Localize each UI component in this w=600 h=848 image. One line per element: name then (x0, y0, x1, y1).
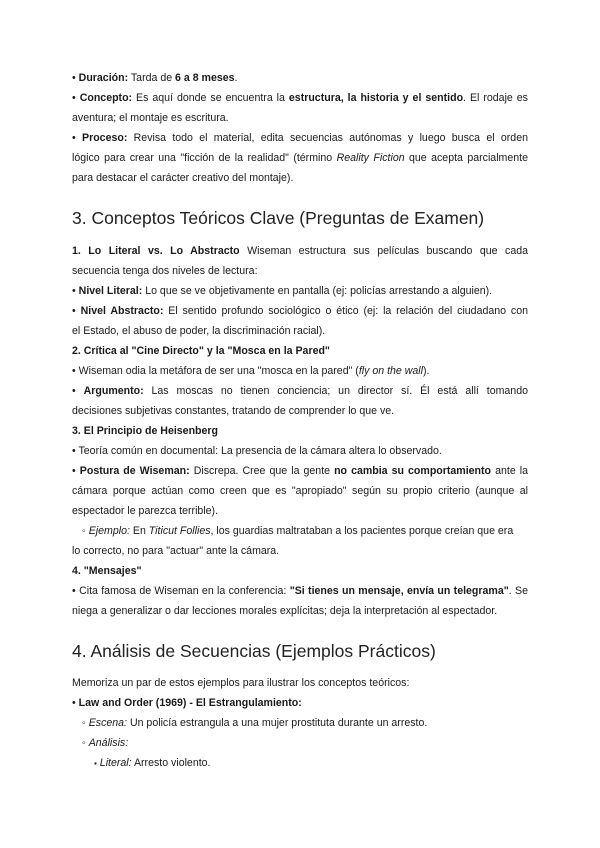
argumento-text: Las moscas no tienen conciencia; un director sí. Él está allí tomando (143, 385, 528, 397)
duracion-item (72, 68, 528, 88)
q3-title-text: 3. El Principio de Heisenberg (72, 425, 219, 437)
bullet: • (72, 72, 76, 84)
q1-text: Wiseman estructura sus películas buscando que cada (239, 245, 528, 257)
sub-bullet: ◦ (82, 525, 86, 537)
bullet: • (72, 92, 76, 104)
proceso-l2-text: lógico para crear una "ficción de la realidad" (término (72, 152, 337, 164)
postura-end: ante la (491, 465, 529, 477)
sub-bullet: ◦ (82, 737, 86, 749)
analisis-item (82, 733, 528, 753)
bullet: • (72, 697, 76, 709)
bullet: • (72, 385, 76, 397)
ejemplo-line-2: lo correcto, no para "actuar" ante la cámara. (72, 545, 280, 557)
q4-line-2: niega a generalizar o dar lecciones morales explícitas; deja la interpretación al espectador. (72, 605, 498, 617)
argumento-item (72, 381, 528, 401)
q4-bullet-1 (72, 581, 528, 601)
argumento-line-2: decisiones subjetivas constantes, tratando de comprender lo que ve. (72, 405, 395, 417)
q1-title: 1. Lo Literal vs. Lo Abstracto (72, 245, 240, 257)
section-4-intro: Memoriza un par de estos ejemplos para ilustrar los conceptos teóricos: (72, 677, 410, 689)
proceso-label: Proceso: (82, 132, 128, 144)
postura-emphasis: no cambia su comportamiento (334, 465, 492, 477)
law-and-order-item (72, 693, 528, 713)
titicut-follies-title: Titicut Follies (148, 525, 211, 537)
q3-bullet-1 (72, 441, 528, 461)
law-and-order-title: Law and Order (1969) - El Estrangulamiento: (78, 697, 302, 709)
literal-label: Literal: (99, 757, 132, 769)
bullet: • (72, 365, 76, 377)
duracion-end: . (234, 72, 238, 84)
postura-line-3: espectador le parezca terrible). (72, 505, 219, 517)
concepto-text: Es aquí donde se encuentra la (132, 92, 289, 104)
bullet: • (72, 285, 76, 297)
section-3-heading: 3. Conceptos Teóricos Clave (Preguntas de Examen) (72, 208, 485, 228)
nivel-abstracto-line-2: el Estado, el abuso de poder, la discriminación racial). (72, 325, 326, 337)
telegrama-quote: "Si tienes un mensaje, envía un telegrama" (289, 585, 509, 597)
q4-b1-text: Cita famosa de Wiseman en la conferencia: (79, 585, 290, 597)
ejemplo-item (82, 521, 528, 541)
bullet: • (72, 585, 76, 597)
q4-b1-end: . Se (508, 585, 529, 597)
concepto-item (72, 88, 528, 108)
nivel-abstracto-label: Nivel Abstracto: (80, 305, 164, 317)
q2-b1-end: ). (423, 365, 430, 377)
nivel-literal-label: Nivel Literal: (78, 285, 143, 297)
reality-fiction-term: Reality Fiction (336, 152, 405, 164)
concepto-label: Concepto: (79, 92, 133, 104)
postura-label: Postura de Wiseman: (79, 465, 190, 477)
argumento-label: Argumento: (83, 385, 144, 397)
bullet: • (72, 132, 76, 144)
q2-title-text: 2. Crítica al "Cine Directo" y la "Mosca en la Pared" (72, 345, 330, 357)
q2-title (72, 341, 528, 361)
q2-b1-text: Wiseman odia la metáfora de ser una "mosca en la pared" ( (78, 365, 359, 377)
postura-item (72, 461, 528, 481)
postura-text: Discrepa. Cree que la gente (189, 465, 335, 477)
concepto-line-2: aventura; el montaje es escritura. (72, 112, 229, 124)
ejemplo-label: Ejemplo: (88, 525, 130, 537)
proceso-line-3: para destacar el carácter creativo del montaje). (72, 172, 294, 184)
proceso-line-2 (72, 148, 528, 168)
proceso-text: Revisa todo el material, edita secuencias autónomas y luego busca el orden (127, 132, 528, 144)
bullet: • (72, 465, 76, 477)
q3-b1-text: Teoría común en documental: La presencia de la cámara altera lo observado. (78, 445, 442, 457)
nivel-abstracto-item (72, 301, 528, 321)
fly-on-the-wall-term: fly on the wall (358, 365, 424, 377)
q1-line-1 (72, 241, 528, 261)
duracion-value: 6 a 8 meses (175, 72, 235, 84)
small-bullet: ▪ (94, 759, 97, 768)
sub-bullet: ◦ (82, 717, 86, 729)
bullet: • (72, 445, 76, 457)
literal-item (94, 753, 528, 774)
q1-line-2: secuencia tenga dos niveles de lectura: (72, 265, 258, 277)
analisis-label: Análisis: (88, 737, 129, 749)
bullet: • (72, 305, 76, 317)
duracion-text: Tarda de (128, 72, 176, 84)
q3-title (72, 421, 528, 441)
ejemplo-end: , los guardias maltrataban a los pacientes porque creían que era (210, 525, 514, 537)
escena-item (82, 713, 528, 733)
concepto-end: . El rodaje es (463, 92, 528, 104)
escena-text: Un policía estrangula a una mujer prostituta durante un arresto. (127, 717, 428, 729)
literal-text: Arresto violento. (131, 757, 211, 769)
q2-bullet-1 (72, 361, 528, 381)
nivel-abstracto-text: El sentido profundo sociológico o ético (ej: la relación del ciudadano con (163, 305, 528, 317)
postura-line-2: cámara porque actúan como creen que es "apropiado" según su propio criterio (aunque al (72, 485, 528, 497)
concepto-emphasis: estructura, la historia y el sentido (288, 92, 464, 104)
nivel-literal-text: Lo que se ve objetivamente en pantalla (ej: policías arrestando a alguien). (142, 285, 493, 297)
section-4-heading: 4. Análisis de Secuencias (Ejemplos Prácticos) (72, 641, 436, 661)
proceso-l2-end: que acepta parcialmente (404, 152, 528, 164)
q4-title (72, 561, 528, 581)
proceso-item (72, 128, 528, 148)
nivel-literal-item (72, 281, 528, 301)
duracion-label: Duración: (78, 72, 129, 84)
q4-title-text: 4. "Mensajes" (72, 565, 142, 577)
escena-label: Escena: (88, 717, 127, 729)
ejemplo-text: En (129, 525, 149, 537)
